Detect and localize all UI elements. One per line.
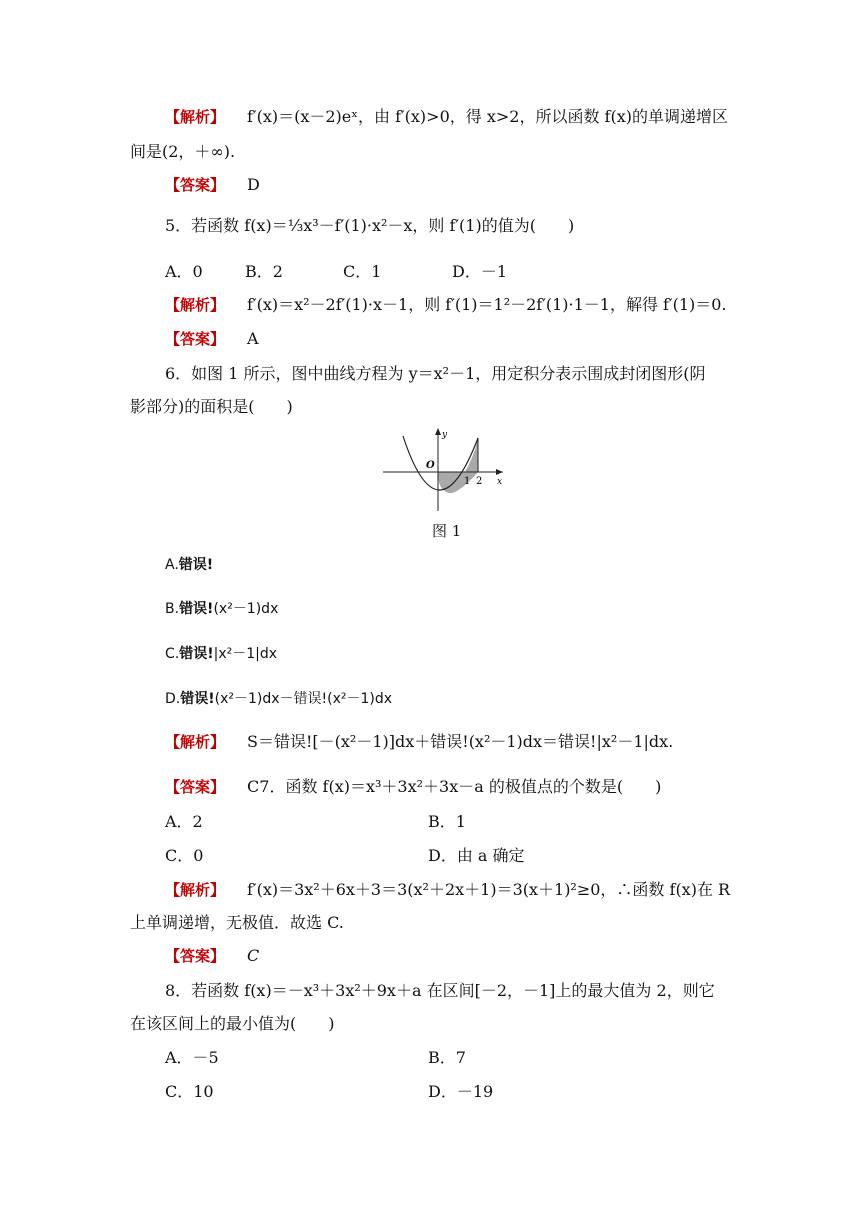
tick-label-2: 2: [476, 476, 483, 487]
error-text: 错误!: [179, 601, 214, 617]
q6-analysis: [165, 732, 673, 752]
q8-option-d: D．－19: [428, 1082, 494, 1101]
q5-answer: [165, 329, 259, 349]
q7-answer: [165, 946, 259, 966]
q7-option-a: A．2: [165, 812, 203, 831]
q5-analysis: [165, 295, 727, 315]
parabola-figure: [383, 428, 508, 513]
choice-label: A.: [165, 557, 179, 573]
q7-option-b: B．1: [428, 812, 466, 831]
q7-analysis-line2: 上单调递增，无极值．故选 C.: [130, 913, 344, 932]
x-axis-arrow: [496, 469, 503, 475]
q7-answer-value: C: [247, 946, 260, 965]
choice-label: B.: [165, 601, 180, 617]
choice-text: |x²－1|dx: [213, 646, 278, 662]
answer-tag: 【答案】: [165, 778, 226, 796]
analysis-tag: 【解析】: [165, 108, 226, 126]
shaded-region-upper: [465, 440, 478, 472]
q4-analysis-text: f′(x)＝(x－2)eˣ，由 f′(x)>0，得 x>2，所以函数 f(x)的单调递增区: [247, 107, 728, 126]
tick-label-1: 1: [464, 476, 471, 487]
choice-text: (x²－1)dx－错误!(x²－1)dx: [214, 691, 393, 707]
q5-stem: 5．若函数 f(x)＝⅓x³－f′(1)·x²－x，则 f′(1)的值为( ): [165, 216, 575, 235]
q6-stem-line2: 影部分)的面积是( ): [130, 397, 293, 416]
y-axis-label: y: [442, 430, 448, 440]
choice-label: C.: [165, 646, 180, 662]
error-text: 错误!: [178, 557, 214, 573]
q4-analysis-line2: 间是(2，＋∞).: [130, 142, 236, 161]
q4-answer-value: D: [247, 175, 260, 194]
choice-label: D.: [165, 691, 181, 707]
q7-option-d: D．由 a 确定: [428, 846, 525, 865]
q4-analysis-line1: [165, 107, 728, 127]
q8-option-a: A．－5: [165, 1048, 219, 1067]
q4-answer: [165, 175, 260, 195]
q5-option-d: D．－1: [452, 262, 508, 281]
error-text: 错误!: [179, 646, 214, 662]
q7-analysis-text: f′(x)＝3x²＋6x＋3＝3(x²＋2x＋1)＝3(x＋1)²≥0，∴函数 f(x)在 R: [247, 880, 731, 899]
q5-answer-value: A: [247, 329, 259, 348]
q6-stem-line1: 6．如图 1 所示，图中曲线方程为 y＝x²－1，用定积分表示围成封闭图形(阴: [165, 364, 706, 383]
q6-choice-b: [165, 598, 278, 618]
analysis-tag: 【解析】: [165, 881, 226, 899]
q7-analysis-line1: [165, 880, 730, 900]
q6-choice-c: [165, 643, 277, 663]
choice-text: (x²－1)dx: [213, 601, 279, 617]
q8-option-b: B．7: [428, 1048, 466, 1067]
analysis-tag: 【解析】: [165, 733, 226, 751]
q5-option-a: A．0: [165, 262, 203, 281]
answer-tag: 【答案】: [165, 330, 226, 348]
q6-analysis-text: S＝错误![－(x²－1)]dx＋错误!(x²－1)dx＝错误!|x²－1|dx.: [247, 732, 674, 751]
q5-option-c: C．1: [343, 262, 382, 281]
q5-option-b: B．2: [245, 262, 283, 281]
q6-choice-a: [165, 554, 213, 574]
answer-tag: 【答案】: [165, 947, 226, 965]
analysis-tag: 【解析】: [165, 296, 226, 314]
x-axis-label: x: [497, 477, 503, 487]
origin-label: O: [426, 460, 435, 471]
figure-caption: 图 1: [432, 522, 462, 540]
shaded-region-lower: [438, 472, 478, 493]
q6-answer-q7-stem: [165, 777, 661, 797]
q5-analysis-text: f′(x)＝x²－2f′(1)·x－1，则 f′(1)＝1²－2f′(1)·1－1，解得 f′(1)＝0.: [247, 295, 727, 314]
q6-choice-d: [165, 688, 392, 708]
q8-stem-line1: 8．若函数 f(x)＝－x³＋3x²＋9x＋a 在区间[－2，－1]上的最大值为 2，则它: [165, 981, 715, 1000]
y-axis-arrow: [435, 428, 441, 435]
answer-tag: 【答案】: [165, 176, 226, 194]
q7-option-c: C．0: [165, 846, 204, 865]
q7-stem: C7．函数 f(x)＝x³＋3x²＋3x－a 的极值点的个数是( ): [247, 777, 662, 796]
error-text: 错误!: [180, 691, 215, 707]
q8-stem-line2: 在该区间上的最小值为( ): [130, 1014, 335, 1033]
q8-option-c: C．10: [165, 1082, 214, 1101]
